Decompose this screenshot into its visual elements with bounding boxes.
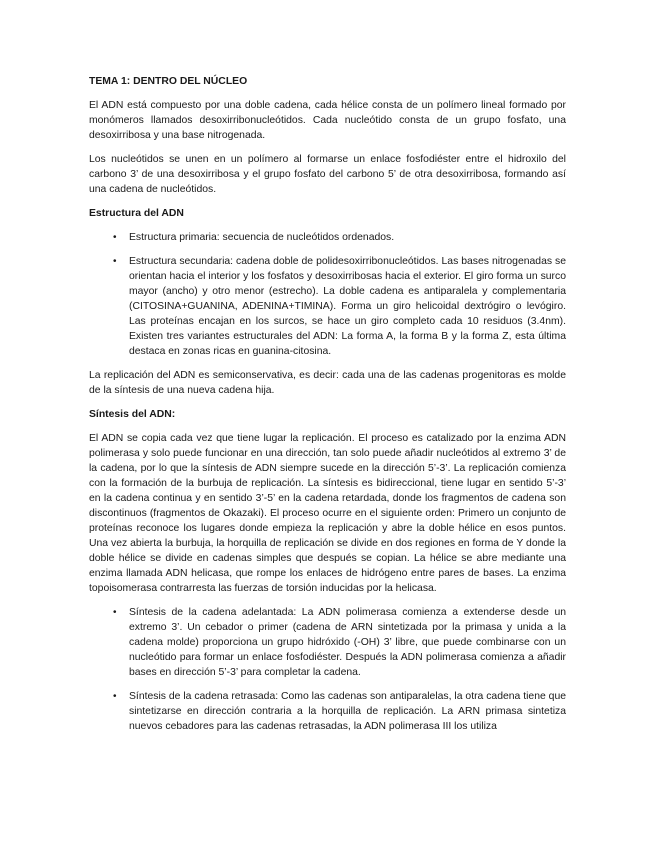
list-item-text: Estructura primaria: secuencia de nucleótidos ordenados. [129, 232, 395, 243]
document-title: TEMA 1: DENTRO DEL NÚCLEO [89, 76, 248, 87]
bullet-icon: • [113, 232, 117, 243]
list-item-text: Síntesis de la cadena retrasada: Como las cadenas son antiparalelas, la otra cadena tiene que sintetizarse en dirección contraria a la horquilla de replicación. La ARN primasa sintetiza nuevos cebadores para las cadenas retrasadas, la ADN polimerasa III los utiliza [129, 691, 566, 732]
bullet-icon: • [113, 691, 117, 702]
intro-paragraph-2: Los nucleótidos se unen en un polímero al formarse un enlace fosfodiéster entre el hidroxilo del carbono 3’ de una desoxirribosa y el grupo fosfato del carbono 5’ de otra desoxirribosa, formando así una cadena de nucleótidos. [89, 154, 566, 195]
list-item [89, 254, 566, 359]
synthesis-paragraph: El ADN se copia cada vez que tiene lugar la replicación. El proceso es catalizado por la enzima ADN polimerasa y solo puede funcionar en una dirección, tan solo puede añadir nucleótidos al extremo 3’ de la cadena, por lo que la síntesis de ADN siempre sucede en la dirección 5’-3’. La replicación comienza con la formación de la burbuja de replicación. La síntesis es bidireccional, tiene lugar en sentido 5’-3’ en la cadena continua y en sentido 3’-5’ en la cadena retardada, donde los fragmentos de cadena son discontinuos (fragmentos de Okazaki). El proceso ocurre en el siguiente orden: Primero un conjunto de proteínas reconoce los lugares donde empieza la replicación y abre la doble hélice en esos puntos. Una vez abierta la burbuja, la horquilla de replicación se divide en dos regiones en forma de Y donde la doble hélice se divide en cadenas simples que después se copian. La hélice se abre mediante una enzima llamada ADN helicasa, que rompe los enlaces de hidrógeno entre pares de bases. La enzima topoisomerasa contrarresta las fuerzas de torsión inducidas por la helicasa. [89, 433, 566, 594]
bullet-icon: • [113, 607, 117, 618]
list-item-text: Estructura secundaria: cadena doble de polidesoxirribonucleótidos. Las bases nitrogenadas se orientan hacia el interior y los fosfatos y desoxirribosas hacia el exterior. El giro forma un surco mayor (ancho) y otro menor (estrecho). La doble cadena es antiparalela y complementaria (CITOSINA+GUANINA, ADENINA+TIMINA). Forma un giro helicoidal dextrógiro o levógiro. Las proteínas encajan en los surcos, se hace un giro completo cada 10 residuos (3.4nm). Existen tres variantes estructurales del ADN: La forma A, la forma B y la forma Z, esta última destaca en zonas ricas en guanina-citosina. [129, 256, 566, 357]
structure-bullet-list [89, 230, 566, 359]
bullet-icon: • [113, 256, 117, 267]
replication-paragraph: La replicación del ADN es semiconservativa, es decir: cada una de las cadenas progenitoras es molde de la síntesis de una nueva cadena hija. [89, 370, 566, 396]
section-heading-synthesis: Síntesis del ADN: [89, 409, 176, 420]
list-item [89, 230, 566, 245]
list-item-text: Síntesis de la cadena adelantada: La ADN polimerasa comienza a extenderse desde un extremo 3’. Un cebador o primer (cadena de ARN sintetizada por la primasa y unida a la cadena molde) proporciona un grupo hidróxido (-OH) 3’ libre, que puede combinarse con un nucleótido para formar un enlace fosfodiéster. Después la ADN polimerasa comienza a añadir bases en dirección 5’-3’ para completar la cadena. [129, 607, 566, 678]
synthesis-bullet-list [89, 605, 566, 734]
intro-paragraph-1: El ADN está compuesto por una doble cadena, cada hélice consta de un polímero lineal formado por monómeros llamados desoxirribonucleótidos. Cada nucleótido consta de un grupo fosfato, una desoxirribosa y una base nitrogenada. [89, 100, 566, 141]
list-item [89, 605, 566, 680]
section-heading-structure: Estructura del ADN [89, 208, 184, 219]
list-item [89, 689, 566, 734]
